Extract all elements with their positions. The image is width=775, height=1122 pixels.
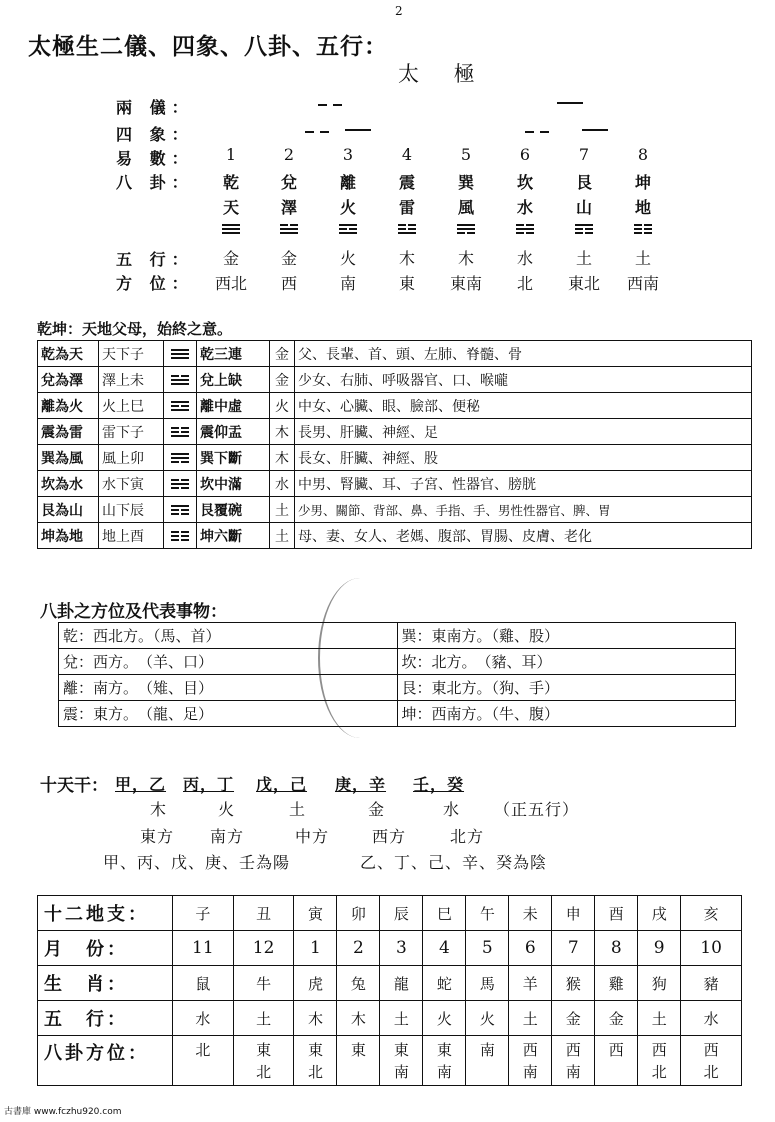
- gua-name: 艮: [575, 173, 592, 192]
- direction-char: 南: [522, 1063, 538, 1081]
- dizhi-cell: 土: [509, 1001, 552, 1036]
- direction-char: 西: [565, 1041, 581, 1059]
- gua-wuxing: 木: [398, 249, 415, 268]
- dizhi-cell: 巳: [423, 896, 466, 931]
- gua-symbol: [440, 218, 492, 237]
- gua-fangwei: 西北: [214, 274, 247, 293]
- cell-e: 長男、肝臟、神經、足: [295, 419, 752, 445]
- direction-char: 東: [393, 1041, 409, 1059]
- kun-trigram-icon: [634, 222, 652, 236]
- gua-symbol: [499, 218, 551, 237]
- cell-c: 離中虛: [197, 393, 270, 419]
- kan-trigram-icon: [171, 477, 189, 491]
- dizhi-direction-cell: [294, 1036, 337, 1086]
- dizhi-cell: 土: [638, 1001, 681, 1036]
- dizhi-cell: 水: [173, 1001, 234, 1036]
- trigram-cell: [164, 497, 197, 523]
- cell-b: 火上巳: [99, 393, 164, 419]
- xun-trigram-icon: [457, 222, 475, 236]
- gua-name: 坎: [516, 173, 533, 192]
- dizhi-cell: 12: [233, 931, 294, 966]
- cell-d: 土: [270, 523, 295, 549]
- yishu-number: 4: [401, 145, 413, 164]
- kan-trigram-icon: [516, 222, 534, 236]
- tiangan-direction: 東方: [140, 827, 175, 846]
- gua-symbol: [205, 218, 257, 237]
- table-row: [59, 701, 736, 727]
- cell-c: 巽下斷: [197, 445, 270, 471]
- gua-image: 雷: [398, 198, 415, 217]
- cell-b: 水下寅: [99, 471, 164, 497]
- row-header: 十二地支：: [38, 896, 173, 931]
- tiangan-element: 金: [368, 800, 386, 819]
- tiangan-direction: 南方: [210, 827, 245, 846]
- dizhi-direction-cell: [595, 1036, 638, 1086]
- cell-a: 坎為水: [38, 471, 99, 497]
- direction-cell: 乾：西北方。（馬、首）: [59, 623, 398, 649]
- table-row: [38, 497, 752, 523]
- gua-image: 地: [634, 198, 651, 217]
- tiangan-yin: 乙、丁、己、辛、癸為陰: [360, 853, 548, 872]
- tiangan-title: 十天干：: [40, 776, 108, 796]
- cell-a: 乾為天: [38, 341, 99, 367]
- yishu-number: 6: [519, 145, 531, 164]
- dizhi-cell: 豬: [681, 966, 742, 1001]
- dizhi-direction-cell: [466, 1036, 509, 1086]
- dizhi-cell: 牛: [233, 966, 294, 1001]
- bagua-label: 八 卦：: [116, 173, 194, 192]
- direction-cell: 巽：東南方。（雞、股）: [397, 623, 736, 649]
- table-row: [38, 445, 752, 471]
- direction-cell: 坎：北方。 （豬、耳）: [397, 649, 736, 675]
- gua-image: 天: [222, 198, 239, 217]
- dizhi-cell: 戌: [638, 896, 681, 931]
- gua-image: 澤: [280, 198, 297, 217]
- dizhi-cell: 6: [509, 931, 552, 966]
- cell-d: 木: [270, 419, 295, 445]
- gua-image: 火: [339, 198, 356, 217]
- gua-name: 兌: [280, 173, 297, 192]
- gua-fangwei: 北: [516, 274, 533, 293]
- dizhi-cell: 金: [552, 1001, 595, 1036]
- table-row: [38, 419, 752, 445]
- cell-e: 父、長輩、首、頭、左肺、脊髓、骨: [295, 341, 752, 367]
- tiangan-element: 土: [289, 800, 307, 819]
- gua-fangwei: 西南: [626, 274, 659, 293]
- gua-fangwei: 西: [280, 274, 297, 293]
- qiankun-caption: 乾坤：天地父母，始終之意。: [37, 320, 233, 338]
- cell-c: 艮覆碗: [197, 497, 270, 523]
- gua-wuxing: 金: [222, 249, 239, 268]
- yishu-number: 1: [225, 145, 237, 164]
- dizhi-cell: 3: [380, 931, 423, 966]
- dizhi-cell: 丑: [233, 896, 294, 931]
- direction-char: 東: [350, 1041, 366, 1059]
- dizhi-cell: 10: [681, 931, 742, 966]
- dizhi-direction-cell: [638, 1036, 681, 1086]
- cell-a: 巽為風: [38, 445, 99, 471]
- cell-e: 中男、腎臟、耳、子宮、性器官、膀胱: [295, 471, 752, 497]
- li-trigram-icon: [339, 222, 357, 236]
- dizhi-direction-cell: [681, 1036, 742, 1086]
- dizhi-cell: 木: [337, 1001, 380, 1036]
- dizhi-cell: 未: [509, 896, 552, 931]
- dizhi-cell: 兔: [337, 966, 380, 1001]
- direction-char: 北: [256, 1063, 272, 1081]
- trigram-cell: [164, 341, 197, 367]
- sixiang-line-2: [320, 131, 329, 133]
- cell-e: 長女、肝臟、神經、股: [295, 445, 752, 471]
- cell-c: 坤六斷: [197, 523, 270, 549]
- tiangan-element: 木: [150, 800, 168, 819]
- yishu-number: 3: [342, 145, 354, 164]
- table-row: [59, 675, 736, 701]
- direction-char: 西: [522, 1041, 538, 1059]
- dizhi-cell: 申: [552, 896, 595, 931]
- cell-d: 水: [270, 471, 295, 497]
- direction-char: 西: [703, 1041, 719, 1059]
- dizhi-cell: 羊: [509, 966, 552, 1001]
- trigram-cell: [164, 419, 197, 445]
- direction-char: 東: [307, 1041, 323, 1059]
- cell-a: 震為雷: [38, 419, 99, 445]
- dizhi-cell: 11: [173, 931, 234, 966]
- dizhi-cell: 火: [423, 1001, 466, 1036]
- tiangan-yang: 甲、丙、戊、庚、壬為陽: [103, 853, 291, 872]
- page-number: 2: [395, 4, 403, 18]
- gua-image: 風: [457, 198, 474, 217]
- sixiang-line-4: [525, 131, 534, 133]
- dizhi-cell: 8: [595, 931, 638, 966]
- table-row: [38, 471, 752, 497]
- cell-d: 火: [270, 393, 295, 419]
- zhen-trigram-icon: [171, 425, 189, 439]
- gua-name: 乾: [222, 173, 239, 192]
- gua-wuxing: 土: [634, 249, 651, 268]
- dizhi-cell: 9: [638, 931, 681, 966]
- dizhi-direction-cell: [380, 1036, 423, 1086]
- footer-watermark: 古書庫 www.fczhu920.com: [4, 1107, 122, 1117]
- trigram-cell: [164, 445, 197, 471]
- taiji-title: 太 極: [398, 62, 489, 86]
- dizhi-cell: 猴: [552, 966, 595, 1001]
- yin-line-right: [333, 104, 342, 106]
- section-bagua-direction-title: 八卦之方位及代表事物：: [40, 602, 227, 622]
- table-row: [38, 393, 752, 419]
- dui-trigram-icon: [171, 373, 189, 387]
- dizhi-cell: 火: [466, 1001, 509, 1036]
- table-row: [38, 1036, 742, 1086]
- cell-c: 坎中滿: [197, 471, 270, 497]
- direction-char: 南: [565, 1063, 581, 1081]
- cell-c: 震仰盂: [197, 419, 270, 445]
- cell-e: 少男、關節、背部、鼻、手指、手、男性性器官、脾、胃: [295, 497, 752, 523]
- qian-trigram-icon: [222, 222, 240, 236]
- gua-symbol: [558, 218, 610, 237]
- gua-fangwei: 東南: [449, 274, 482, 293]
- direction-char: 北: [703, 1063, 719, 1081]
- tiangan-pair: 壬，癸: [413, 775, 465, 794]
- yishu-number: 7: [578, 145, 590, 164]
- sixiang-line-5: [540, 131, 549, 133]
- dizhi-direction-cell: [552, 1036, 595, 1086]
- bagua-direction-table: [58, 622, 736, 727]
- dizhi-direction-cell: [337, 1036, 380, 1086]
- dizhi-cell: 土: [233, 1001, 294, 1036]
- direction-cell: 震：東方。 （龍、足）: [59, 701, 398, 727]
- dui-trigram-icon: [280, 222, 298, 236]
- dizhi-cell: 午: [466, 896, 509, 931]
- tiangan-element-note: （正五行）: [494, 800, 580, 819]
- dizhi-cell: 酉: [595, 896, 638, 931]
- gua-wuxing: 水: [516, 249, 533, 268]
- tiangan-pair: 甲，乙: [115, 775, 167, 794]
- gua-image: 水: [516, 198, 533, 217]
- tiangan-direction: 北方: [450, 827, 485, 846]
- tiangan-pair: 庚，辛: [335, 775, 387, 794]
- row-header: 月 份：: [38, 931, 173, 966]
- yishu-number: 8: [637, 145, 649, 164]
- cell-a: 坤為地: [38, 523, 99, 549]
- cell-b: 地上酉: [99, 523, 164, 549]
- cell-e: 少女、右肺、呼吸器官、口、喉嚨: [295, 367, 752, 393]
- tiangan-element: 火: [218, 800, 236, 819]
- cell-d: 木: [270, 445, 295, 471]
- tiangan-element: 水: [443, 800, 461, 819]
- direction-char: 東: [256, 1041, 272, 1059]
- sixiang-label: 四 象：: [116, 125, 194, 144]
- direction-char: 北: [195, 1041, 211, 1059]
- dizhi-direction-cell: [509, 1036, 552, 1086]
- dizhi-direction-cell: [233, 1036, 294, 1086]
- cell-c: 乾三連: [197, 341, 270, 367]
- gua-image: 山: [575, 198, 592, 217]
- dizhi-cell: 4: [423, 931, 466, 966]
- trigram-cell: [164, 471, 197, 497]
- gua-fangwei: 東北: [567, 274, 600, 293]
- gua-name: 巽: [457, 173, 474, 192]
- gua-name: 震: [398, 173, 415, 192]
- direction-char: 南: [393, 1063, 409, 1081]
- direction-char: 西: [608, 1041, 624, 1059]
- gua-wuxing: 火: [339, 249, 356, 268]
- gua-wuxing: 土: [575, 249, 592, 268]
- dizhi-cell: 龍: [380, 966, 423, 1001]
- direction-char: 東: [436, 1041, 452, 1059]
- yishu-label: 易 數：: [116, 149, 194, 168]
- kun-trigram-icon: [171, 529, 189, 543]
- cell-a: 離為火: [38, 393, 99, 419]
- gua-fangwei: 南: [339, 274, 356, 293]
- dizhi-cell: 寅: [294, 896, 337, 931]
- tiangan-pair: 丙，丁: [183, 775, 235, 794]
- direction-char: 北: [651, 1063, 667, 1081]
- tiangan-pair: 戊，己: [256, 775, 308, 794]
- dizhi-cell: 狗: [638, 966, 681, 1001]
- direction-char: 南: [436, 1063, 452, 1081]
- dizhi-direction-cell: [423, 1036, 466, 1086]
- cell-b: 天下子: [99, 341, 164, 367]
- table-row: [38, 367, 752, 393]
- tiangan-direction: 中方: [295, 827, 330, 846]
- cell-a: 兌為澤: [38, 367, 99, 393]
- bagua-attributes-table: [37, 340, 752, 549]
- direction-cell: 坤：西南方。（牛、腹）: [397, 701, 736, 727]
- yishu-number: 5: [460, 145, 472, 164]
- cell-d: 金: [270, 341, 295, 367]
- cell-e: 中女、心臟、眼、臉部、便秘: [295, 393, 752, 419]
- dizhi-cell: 1: [294, 931, 337, 966]
- trigram-cell: [164, 523, 197, 549]
- yin-line-left: [318, 104, 327, 106]
- dizhi-cell: 卯: [337, 896, 380, 931]
- zhen-trigram-icon: [398, 222, 416, 236]
- gen-trigram-icon: [575, 222, 593, 236]
- dizhi-cell: 土: [380, 1001, 423, 1036]
- sixiang-line-3: [345, 129, 371, 131]
- dizhi-cell: 雞: [595, 966, 638, 1001]
- gua-name: 離: [339, 173, 356, 192]
- cell-b: 雷下子: [99, 419, 164, 445]
- gua-symbol: [263, 218, 315, 237]
- table-row: [38, 896, 742, 931]
- yishu-number: 2: [283, 145, 295, 164]
- table-row: [59, 623, 736, 649]
- dizhi-cell: 辰: [380, 896, 423, 931]
- dizhi-direction-cell: [173, 1036, 234, 1086]
- xun-trigram-icon: [171, 451, 189, 465]
- gua-name: 坤: [634, 173, 651, 192]
- gua-symbol: [322, 218, 374, 237]
- wuxing-label: 五 行：: [116, 250, 194, 269]
- table-row: [59, 649, 736, 675]
- table-row: [38, 341, 752, 367]
- row-header: 生 肖：: [38, 966, 173, 1001]
- tiangan-direction: 西方: [372, 827, 407, 846]
- cell-d: 土: [270, 497, 295, 523]
- dizhi-cell: 5: [466, 931, 509, 966]
- gua-symbol: [381, 218, 433, 237]
- dizhi-cell: 鼠: [173, 966, 234, 1001]
- dizhi-cell: 7: [552, 931, 595, 966]
- cell-a: 艮為山: [38, 497, 99, 523]
- cell-b: 山下辰: [99, 497, 164, 523]
- direction-cell: 兌：西方。 （羊、口）: [59, 649, 398, 675]
- cell-c: 兌上缺: [197, 367, 270, 393]
- dizhi-cell: 子: [173, 896, 234, 931]
- dizhi-cell: 木: [294, 1001, 337, 1036]
- dizhi-cell: 虎: [294, 966, 337, 1001]
- yang-line: [557, 102, 583, 104]
- sixiang-line-6: [582, 129, 608, 131]
- direction-char: 南: [479, 1041, 495, 1059]
- table-row: [38, 1001, 742, 1036]
- dizhi-table: [37, 895, 742, 1086]
- dizhi-cell: 亥: [681, 896, 742, 931]
- gua-fangwei: 東: [398, 274, 415, 293]
- dizhi-cell: 金: [595, 1001, 638, 1036]
- cell-b: 澤上未: [99, 367, 164, 393]
- cell-e: 母、妻、女人、老媽、腹部、胃腸、皮膚、老化: [295, 523, 752, 549]
- qian-trigram-icon: [171, 347, 189, 361]
- dizhi-cell: 蛇: [423, 966, 466, 1001]
- table-row: [38, 966, 742, 1001]
- fangwei-label: 方 位：: [116, 274, 194, 293]
- direction-char: 北: [307, 1063, 323, 1081]
- gua-symbol: [617, 218, 669, 237]
- trigram-cell: [164, 393, 197, 419]
- cell-b: 風上卯: [99, 445, 164, 471]
- gua-wuxing: 金: [280, 249, 297, 268]
- page-title: 太極生二儀、四象、八卦、五行：: [28, 33, 388, 60]
- dizhi-cell: 水: [681, 1001, 742, 1036]
- direction-cell: 離：南方。 （雉、目）: [59, 675, 398, 701]
- row-header: 五 行：: [38, 1001, 173, 1036]
- trigram-cell: [164, 367, 197, 393]
- liangyi-label: 兩 儀：: [116, 98, 194, 117]
- cell-d: 金: [270, 367, 295, 393]
- dizhi-cell: 2: [337, 931, 380, 966]
- li-trigram-icon: [171, 399, 189, 413]
- direction-char: 西: [651, 1041, 667, 1059]
- sixiang-line-1: [305, 131, 314, 133]
- table-row: [38, 523, 752, 549]
- table-row: [38, 931, 742, 966]
- gua-wuxing: 木: [457, 249, 474, 268]
- row-header: 八卦方位：: [38, 1036, 173, 1086]
- dizhi-cell: 馬: [466, 966, 509, 1001]
- gen-trigram-icon: [171, 503, 189, 517]
- direction-cell: 艮：東北方。（狗、手）: [397, 675, 736, 701]
